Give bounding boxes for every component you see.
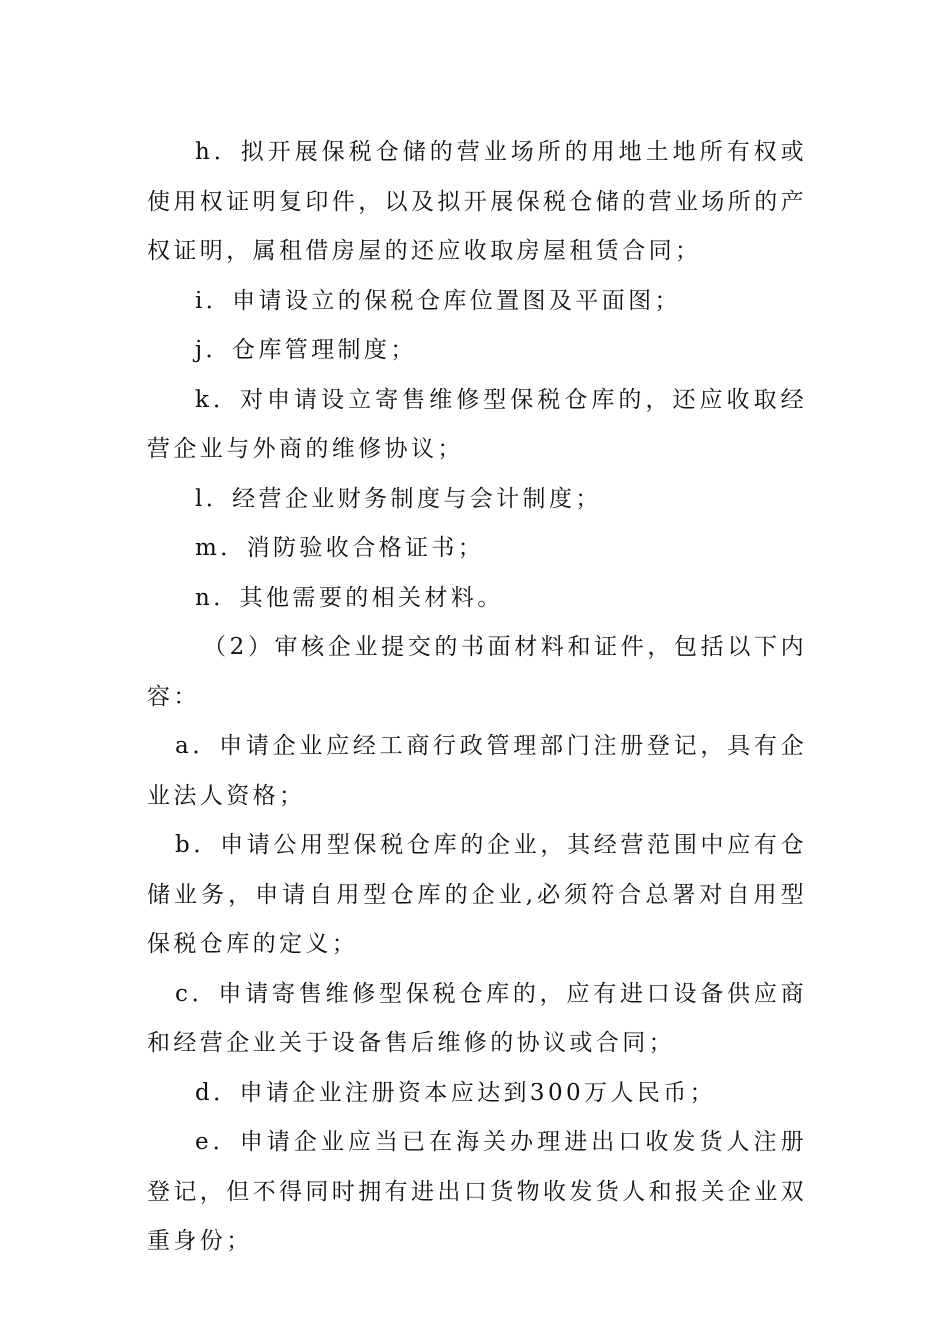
section-heading-2: （2）审核企业提交的书面材料和证件，包括以下内容：	[147, 634, 807, 710]
paragraph-item-m: m．消防验收合格证书；	[195, 535, 485, 561]
paragraph-item-h: h．拟开展保税仓储的营业场所的用地土地所有权或使用权证明复印件，以及拟开展保税仓储的营业场所的产权证明，属租借房屋的还应收取房屋租赁合同；	[147, 139, 807, 264]
paragraph-item-k: k．对申请设立寄售维修型保税仓库的，还应收取经营企业与外商的维修协议；	[147, 386, 807, 462]
paragraph-item-j: j．仓库管理制度；	[195, 337, 417, 363]
paragraph-item-e: e．申请企业应当已在海关办理进出口收发货人注册登记，但不得同时拥有进出口货物收发货人和报关企业双重身份；	[147, 1129, 807, 1254]
paragraph-item-l: l．经营企业财务制度与会计制度；	[195, 485, 602, 512]
document-body	[147, 128, 807, 1267]
paragraph-item-b: b．申请公用型保税仓库的企业，其经营范围中应有仓储业务，申请自用型仓库的企业,必须符合总署对自用型保税仓库的定义；	[147, 832, 807, 957]
paragraph-item-d: d．申请企业注册资本应达到300万人民币；	[195, 1079, 717, 1106]
paragraph-item-a: a．申请企业应经工商行政管理部门注册登记，具有企业法人资格；	[147, 733, 807, 809]
paragraph-item-i: i．申请设立的保税仓库位置图及平面图；	[195, 287, 681, 314]
paragraph-item-n: n．其他需要的相关材料。	[195, 584, 504, 611]
paragraph-item-c: c．申请寄售维修型保税仓库的，应有进口设备供应商和经营企业关于设备售后维修的协议或合同；	[147, 980, 807, 1056]
